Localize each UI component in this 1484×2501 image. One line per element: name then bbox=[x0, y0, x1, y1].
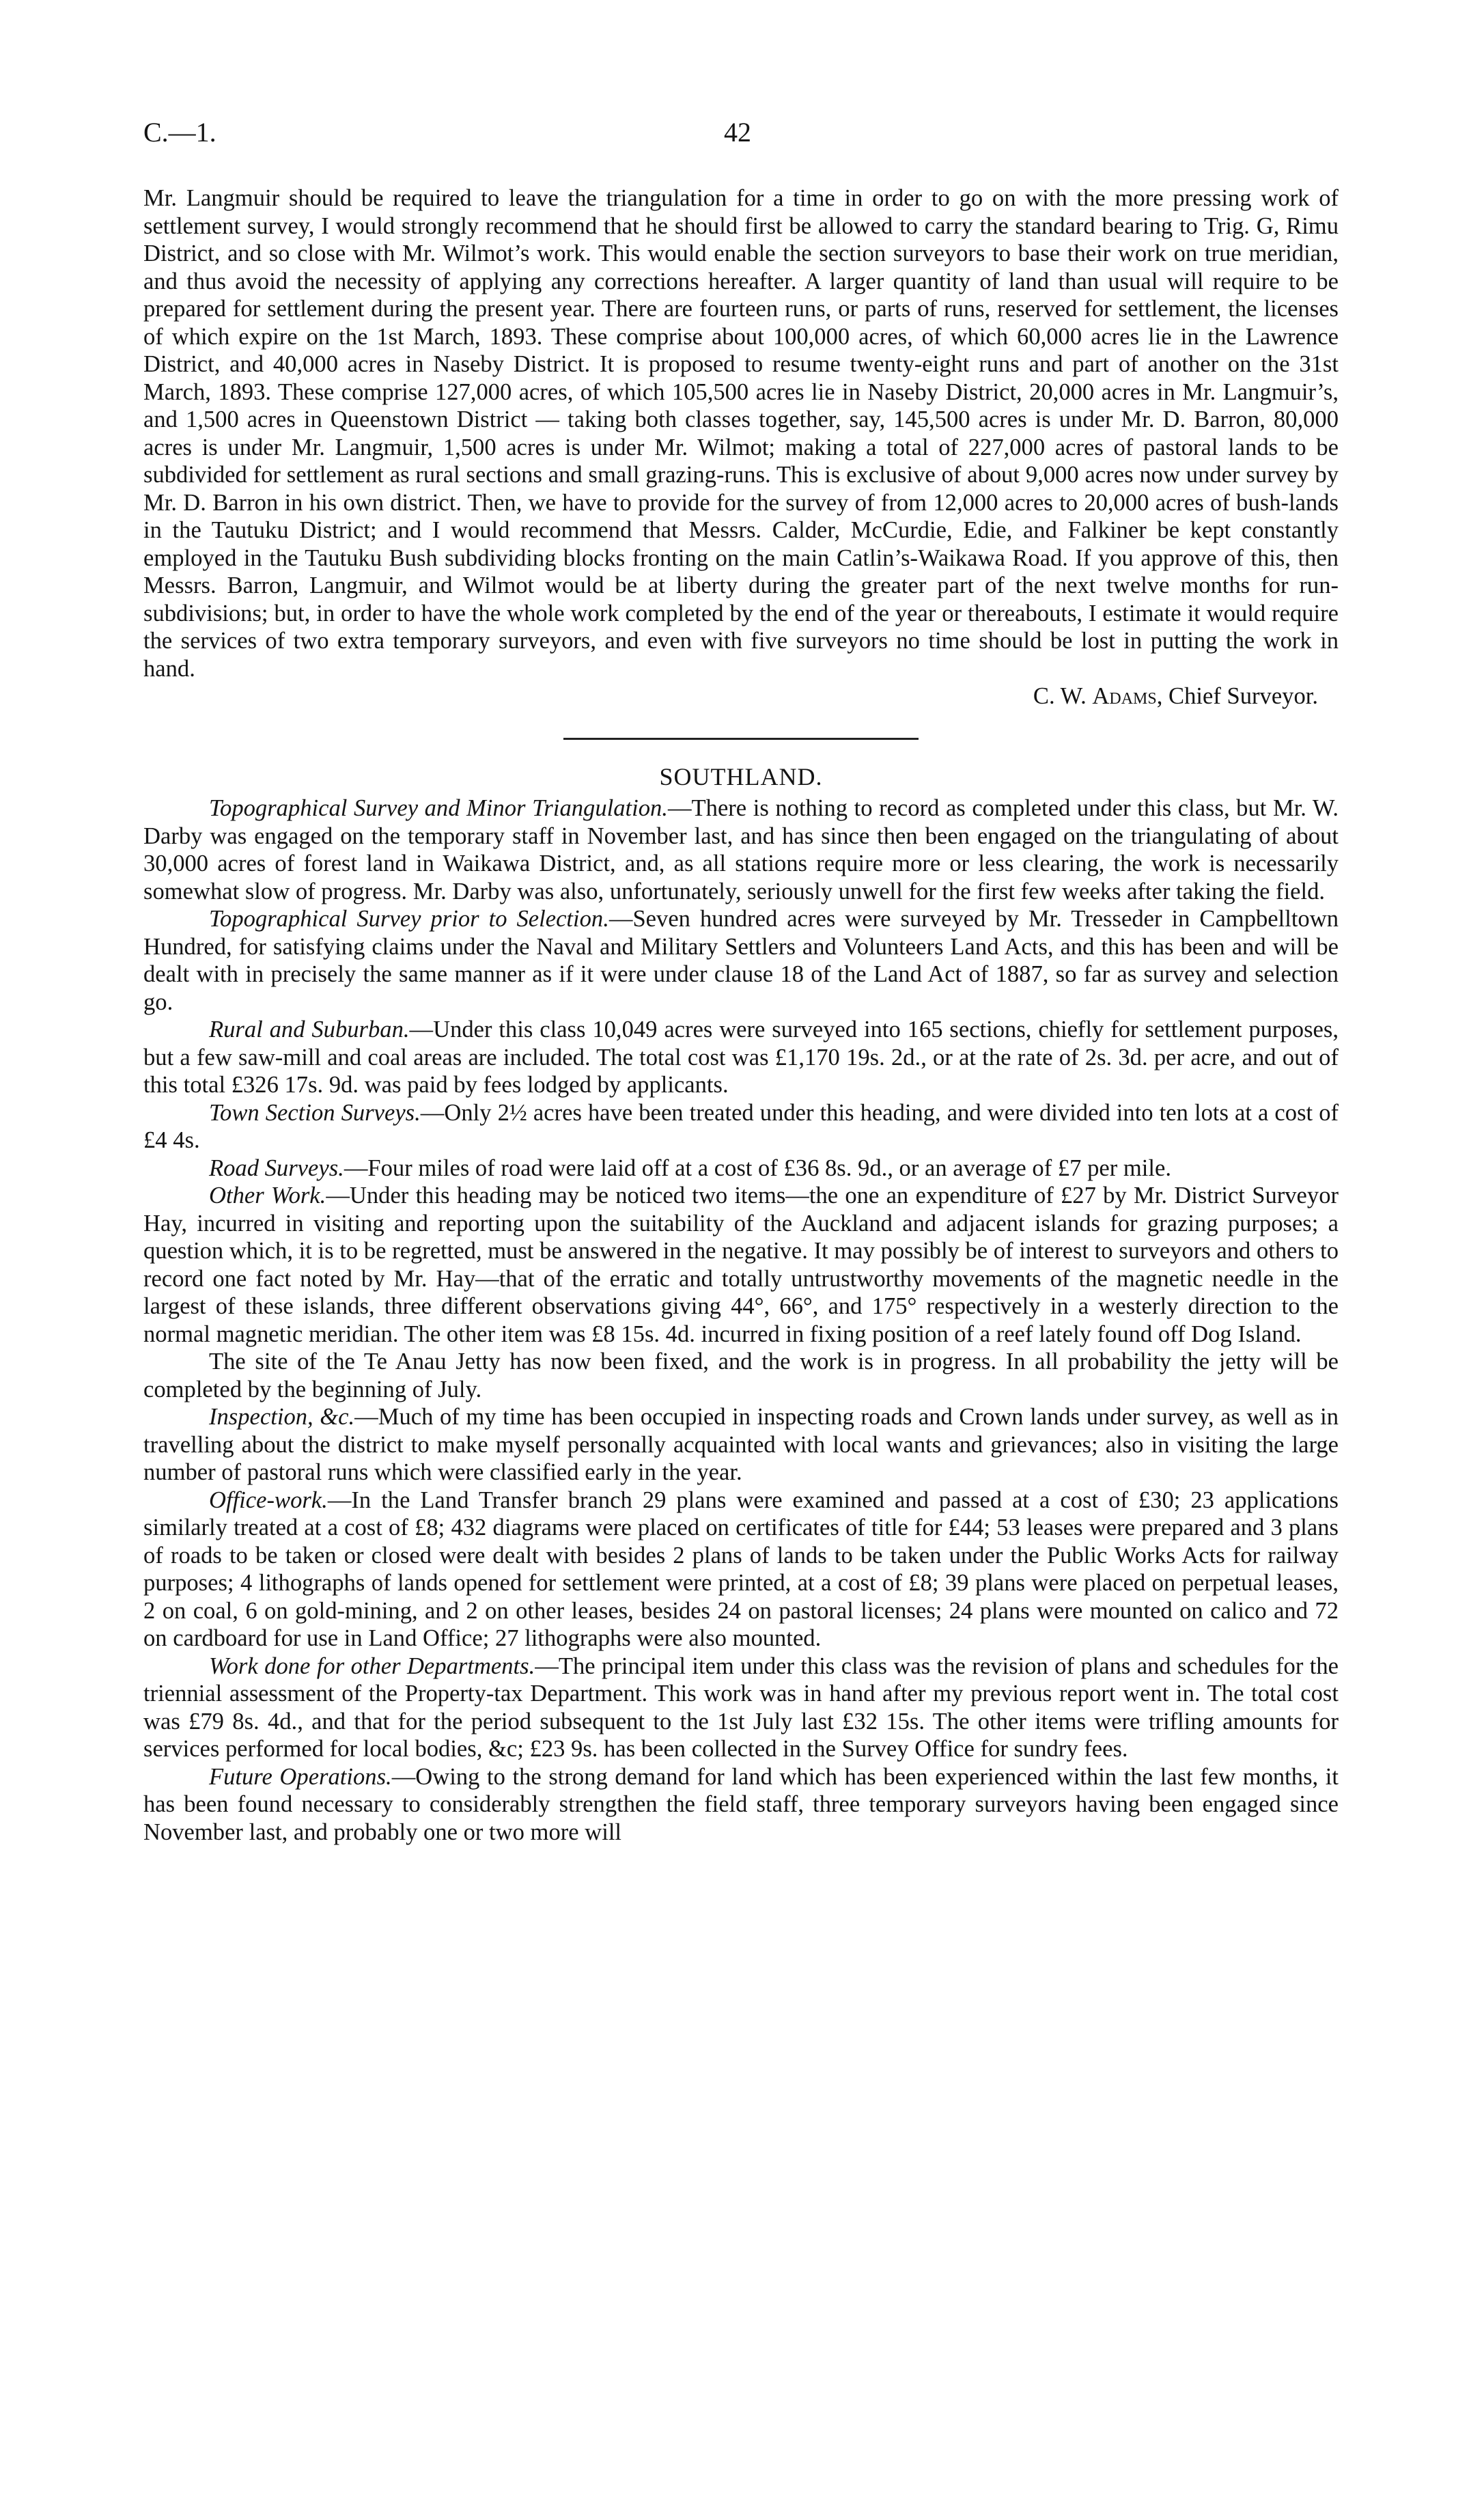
paragraph-heading: Topographical Survey prior to Selection. bbox=[209, 906, 609, 932]
paragraph-text: The site of the Te Anau Jetty has now been fixed, and the work is in progress. In all probability the jetty will be completed by the beginning of July. bbox=[143, 1349, 1339, 1403]
paragraph-other-work bbox=[143, 1182, 1339, 1348]
paragraph-te-anau-jetty bbox=[143, 1348, 1339, 1403]
paragraph-heading: Office-work. bbox=[209, 1487, 328, 1513]
paragraph-text: —The principal item under this class was the revision of plans and schedules for the triennial assessment of the Property-tax Department. This work was in hand after my previous report went in. The total cost was £79 8s. 4d., and that for the period subsequent to the 1st July last £32 15s. The other items were trifling amounts for services performed for local bodies, &c; £23 9s. has been collected in the Survey Office for sundry fees. bbox=[143, 1653, 1339, 1762]
paragraph-heading: Topographical Survey and Minor Triangulation. bbox=[209, 795, 668, 821]
paragraph-text: —In the Land Transfer branch 29 plans were examined and passed at a cost of £30; 23 applications similarly treated at a cost of £8; 432 diagrams were placed on certificates of title for £44; 53 leases were prepared and 3 plans of roads to be taken or closed were dealt with besides 2 plans of lands to be taken under the Public Works Acts for railway purposes; 4 lithographs of lands opened for settlement were printed, at a cost of £8; 39 plans were placed on perpetual leases, 2 on coal, 6 on gold-mining, and 2 on other leases, besides 24 on pastoral licenses; 24 plans were mounted on calico and 72 on cardboard for use in Land Office; 27 lithographs were also mounted. bbox=[143, 1487, 1339, 1651]
paragraph-text: —Seven hundred acres were surveyed by Mr. Tresseder in Campbelltown Hundred, for satisfying claims under the Naval and Military Settlers and Volunteers Land Acts, and this has been and will be dealt with in precisely the same manner as if it were under clause 18 of the Land Act of 1887, so far as survey and selection go. bbox=[143, 906, 1339, 1015]
signature bbox=[143, 682, 1339, 710]
intro-paragraph: Mr. Langmuir should be required to leave the triangulation for a time in order to go on with the more pressing work of settlement survey, I would strongly recommend that he should first be allowed to carry the standard bearing to Trig. G, Rimu District, and so close with Mr. Wilmot’s work. This would enable the section surveyors to base their work on true meridian, and thus avoid the necessity of applying any corrections hereafter. A larger quantity of land than usual will require to be prepared for settlement during the present year. There are fourteen runs, or parts of runs, reserved for settlement, the licenses of which expire on the 1st March, 1893. These comprise about 100,000 acres, of which 60,000 acres lie in the Lawrence District, and 40,000 acres in Naseby District. It is proposed to resume twenty-eight runs and part of another on the 31st March, 1893. These comprise 127,000 acres, of which 105,500 acres lie in Naseby District, 20,000 acres in Mr. Langmuir’s, and 1,500 acres in Queenstown District — taking both classes together, say, 145,500 acres is under Mr. D. Barron, 80,000 acres is under Mr. Langmuir, 1,500 acres is under Mr. Wilmot; making a total of 227,000 acres of pastoral lands to be subdivided for settlement as rural sections and small grazing-runs. This is exclusive of about 9,000 acres now under survey by Mr. D. Barron in his own district. Then, we have to provide for the survey of from 12,000 acres to 20,000 acres of bush-lands in the Tautuku District; and I would recommend that Messrs. Calder, McCurdie, Edie, and Falkiner be kept constantly employed in the Tautuku Bush subdividing blocks fronting on the main Catlin’s-Waikawa Road. If you approve of this, then Messrs. Barron, Langmuir, and Wilmot would be at liberty during the greater part of the next twelve months for run-subdivisions; but, in order to have the whole work completed by the end of the year or thereabouts, I estimate it would require the services of two extra temporary surveyors, and even with five surveyors no time should be lost in putting the work in hand. bbox=[143, 185, 1339, 682]
body-text bbox=[143, 184, 1339, 1846]
paragraph-text: —Much of my time has been occupied in inspecting roads and Crown lands under survey, as well as in travelling about the district to make myself personally acquainted with local wants and grievances; also in visiting the large number of pastoral runs which were classified early in the year. bbox=[143, 1404, 1339, 1485]
signature-initials: C. W. bbox=[1033, 683, 1093, 709]
paragraph-heading: Work done for other Departments. bbox=[209, 1653, 535, 1679]
paragraph-heading: Inspection, &c. bbox=[209, 1404, 355, 1430]
section-title: SOUTHLAND. bbox=[659, 762, 823, 790]
paragraph-text: —Four miles of road were laid off at a cost of £36 8s. 9d., or an average of £7 per mile. bbox=[344, 1155, 1171, 1181]
paragraph-topographical-selection bbox=[143, 905, 1339, 1016]
paragraph-heading: Road Surveys. bbox=[209, 1155, 344, 1181]
signature-surname: Adams bbox=[1092, 683, 1157, 709]
paragraph-office-work bbox=[143, 1487, 1339, 1653]
paragraph-road-surveys bbox=[143, 1155, 1339, 1183]
paragraph-heading: Other Work. bbox=[209, 1183, 326, 1208]
paragraph-heading: Rural and Suburban. bbox=[209, 1017, 410, 1042]
paragraph-other-departments bbox=[143, 1653, 1339, 1763]
paragraph-heading: Town Section Surveys. bbox=[209, 1099, 421, 1126]
paragraph-text: —Under this heading may be noticed two items—the one an expenditure of £27 by Mr. District Surveyor Hay, incurred in visiting and reporting upon the suitability of the Auckland and adjacent islands for grazing purposes; a question which, it is to be regretted, must be answered in the negative. It may possibly be of interest to surveyors and others to record one fact noted by Mr. Hay—that of the erratic and totally untrustworthy movements of the magnetic needle in the largest of these islands, three different observations giving 44°, 66°, and 175° respectively in a westerly direction to the normal magnetic meridian. The other item was £8 15s. 4d. incurred in fixing position of a reef lately found off Dog Island. bbox=[143, 1183, 1339, 1347]
paragraph-text: —Only 2½ acres have been treated under this heading, and were divided into ten lots at a cost of £4 4s. bbox=[143, 1099, 1339, 1153]
paragraph-heading: Future Operations. bbox=[209, 1763, 392, 1790]
paragraph-inspection bbox=[143, 1403, 1339, 1487]
signature-title: , Chief Surveyor. bbox=[1156, 683, 1318, 709]
page-number: 42 bbox=[724, 117, 751, 148]
paragraph-text: —Under this class 10,049 acres were surveyed into 165 sections, chiefly for settlement purposes, but a few saw-mill and coal areas are included. The total cost was £1,170 19s. 2d., or at the rate of 2s. 3d. per acre, and out of this total £326 17s. 9d. was paid by fees lodged by applicants. bbox=[143, 1017, 1339, 1098]
paragraph-text: —There is nothing to record as completed under this class, but Mr. W. Darby was engaged on the temporary staff in November last, and has since then been engaged on the triangulating of about 30,000 acres of forest land in Waikawa District, and, as all stations require more or less clearing, the work is necessarily somewhat slow of progress. Mr. Darby was also, unfortunately, seriously unwell for the first few weeks after taking the field. bbox=[143, 795, 1339, 904]
paragraph-town-section bbox=[143, 1099, 1339, 1155]
paragraph-topographical-triangulation bbox=[143, 794, 1339, 905]
paragraph-future-operations bbox=[143, 1763, 1339, 1847]
section-divider bbox=[563, 738, 919, 740]
paragraph-rural-suburban bbox=[143, 1016, 1339, 1099]
document-reference: C.—1. bbox=[143, 117, 216, 148]
paragraph-text: —Owing to the strong demand for land which has been experienced within the last few months, it has been found necessary to considerably strengthen the field staff, three temporary surveyors having been engaged since November last, and probably one or two more will bbox=[143, 1763, 1339, 1845]
